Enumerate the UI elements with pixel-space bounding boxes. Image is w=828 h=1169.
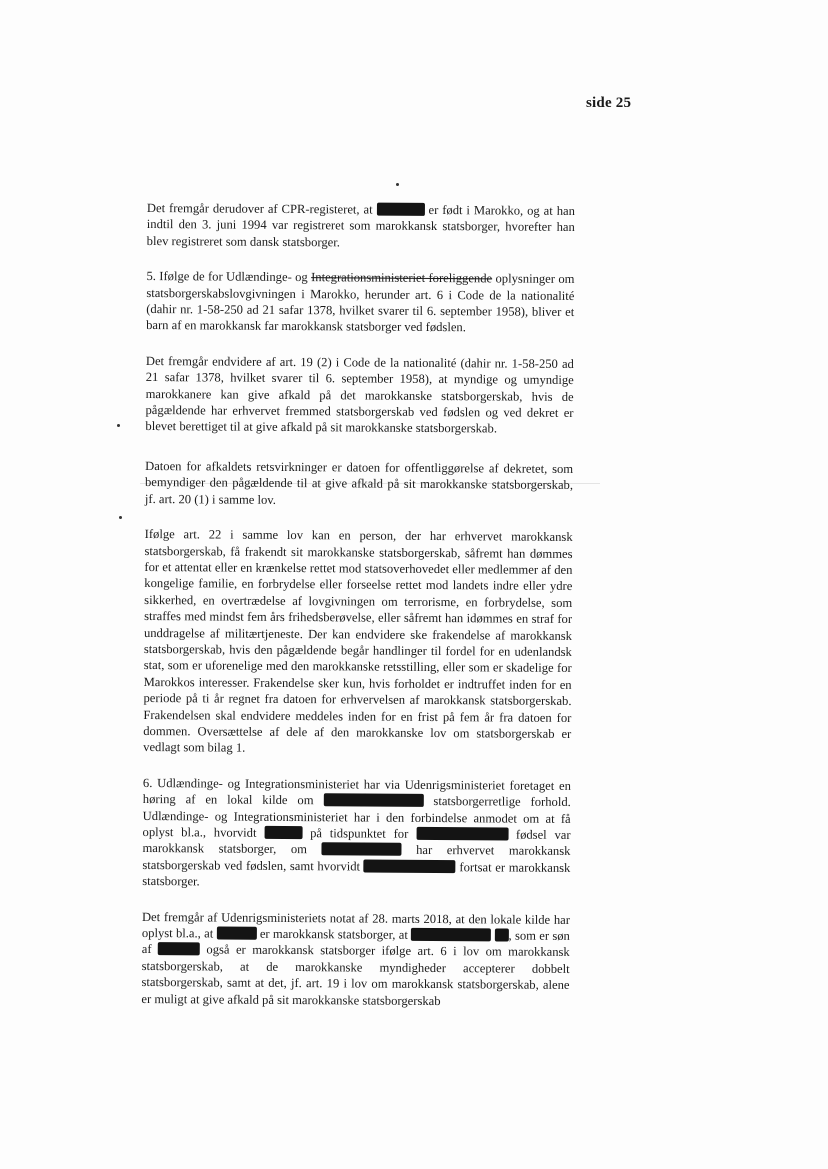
paragraph-6: 6. Udlændinge- og Integrationsministeriet har via Udenrigsministeriet foretaget en høring af en lokal kilde om statsborgerretlige forhold. Udlændinge- og Integrationsministeriet har i den forbindelse anmodet om at få oplyst bl.a., hvorvidt på tidspunktet for fødsel var marokkansk statsborger, om har erhvervet marokkansk statsborgerskab ved fødslen, samt hvorvidt fortsat er marokkansk statsborger. [142, 775, 571, 889]
redaction-block [411, 928, 491, 942]
paragraph-afkald: Datoen for afkaldets retsvirkninger er datoen for offentliggørelse af dekretet, som bemyndiger den pågældende til at give afkald på sit marokkanske statsborgerskab, jf. art. 20 (1) i samme lov. [144, 458, 574, 507]
struck-text: Integrationsministeriet foreliggende [311, 270, 493, 286]
redaction-block [377, 203, 425, 216]
paragraph-5: 5. Ifølge de for Udlændinge- og Integrationsministeriet foreliggende oplysninger om statsborgerskabslovgivningen i Marokko, herunder art. 6 i Code de la nationalité (dahir nr. 1-58-250 ad 21 safar 1378, hvilket svarer til 6. september 1958), bliver et barn af en marokkansk far marokkansk statsborger ved fødslen. [146, 269, 575, 335]
scan-speck [119, 516, 122, 519]
paragraph-cpr: Det fremgår derudover af CPR-registeret, at er født i Marokko, og at han indtil den 3. juni 1994 var registreret som marokkansk statsborger, hvorefter han blev registreret som dansk statsborger. [146, 200, 575, 250]
redaction-block [323, 793, 423, 807]
page-number: side 25 [586, 95, 632, 111]
scan-speck [396, 183, 399, 186]
redaction-block [264, 826, 302, 839]
redaction-block [494, 928, 508, 941]
redaction-block [364, 859, 456, 873]
redaction-block [416, 827, 508, 841]
redaction-block [158, 943, 200, 956]
redaction-block [216, 927, 256, 940]
scan-speck [117, 424, 120, 427]
document-body [141, 200, 575, 1029]
redaction-block [321, 843, 401, 857]
paragraph-art19: Det fremgår endvidere af art. 19 (2) i Code de la nationalité (dahir nr. 1-58-250 ad 21 safar 1378, hvilket svarer til 6. september 1958), at myndige og umyndige marokkanere kan give afkald på det marokkanske statsborgerskab, hvis de pågældende har erhvervet fremmed statsborgerskab ved fødslen og ved dekret er blevet berettiget til at give afkald på sit marokkanske statsborgerskab. [145, 353, 574, 436]
paragraph-notat: Det fremgår af Udenrigsministeriets notat af 28. marts 2018, at den lokale kilde har oplyst bl.a., at er marokkansk statsborger, at , som er søn af også er marokkansk statsborger ifølge art. 6 i lov om marokkansk statsborgerskab, at de marokkanske myndigheder accepterer dobbelt statsborgerskab, samt at det, jf. art. 19 i lov om marokkansk statsborgerskab, alene er muligt at give afkald på sit marokkanske statsborgerskab [141, 909, 571, 1008]
paragraph-art22: Ifølge art. 22 i samme lov kan en person, der har erhvervet marokkansk statsborgerskab, få frakendt sit marokkanske statsborgerskab, såfremt han dømmes for et attentat eller en krænkelse rettet mod statsoverhovedet eller medlemmer af den kongelige familie, en forbrydelse eller forseelse rettet mod landets indre eller ydre sikkerhed, en overtrædelse af lovgivningen om terrorisme, en forbrydelse, som straffes med mindst fem års frihedsberøvelse, eller såfremt han idømmes en straf for unddragelse af militærtjeneste. Der kan endvidere ske frakendelse af marokkansk statsborgerskab, hvis den pågældende begår handlinger til fordel for en udenlandsk stat, som er uforenelige med den marokkanske retsstilling, eller som er skadelige for Marokkos interesser. Frakendelse sker kun, hvis forholdet er indtruffet inden for en periode på ti år regnet fra datoen for erhvervelsen af marokkansk statsborgerskab. Frakendelsen skal endvidere meddeles inden for en frist på fem år fra datoen for dommen. Oversættelse af dele af den marokkanske lov om statsborgerskab er vedlagt som bilag 1. [143, 527, 573, 756]
